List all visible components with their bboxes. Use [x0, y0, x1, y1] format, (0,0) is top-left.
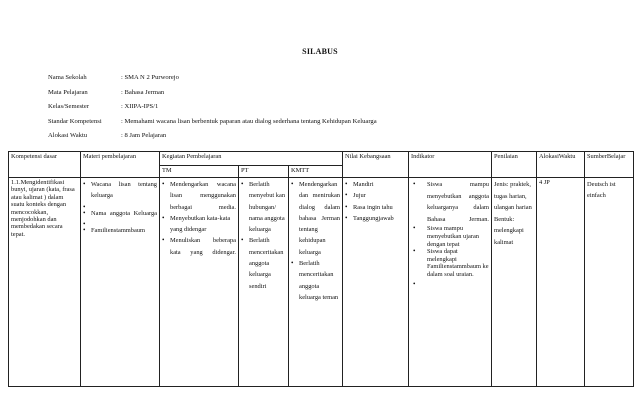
table-row	[9, 178, 634, 387]
cell-kmtt	[289, 178, 343, 387]
meta-value: : Bahasa Jerman	[121, 88, 165, 96]
penilaian-type: Jenis: praktek, tugas harian, ulangan harian	[494, 181, 532, 211]
list-item: • Menyebutkan kata-kata yang didengar	[162, 213, 236, 236]
list-item: • Mendengarkan dan menirukan dialog dalam bahasa Jerman tentang kehidupan keluarga	[291, 179, 340, 258]
indikator-list	[411, 179, 489, 279]
cell-kompetensi: 1.1.Mengidentifikasi bunyi, ujaran (kata, frasa atau kalimat ) dalam suatu konteks dengan mencocokkan, menjodohkan dan membedakan secara tepat.	[9, 178, 81, 387]
list-item: • Familienstammbaum	[83, 225, 157, 236]
list-item: • Siswa dapat melengkapi Familienstammbaum ke dalam soal uraian.	[413, 248, 489, 278]
meta-value: : SMA N 2 Purworejo	[121, 74, 179, 81]
meta-label: Kelas/Semester	[48, 103, 90, 110]
tm-list	[162, 179, 236, 258]
header-penilaian: Penilaian	[492, 152, 537, 178]
cell-tm	[160, 178, 239, 387]
header-tm: TM	[160, 166, 239, 178]
meta-value: : XIIPA-IPS/1	[121, 103, 159, 110]
list-item: • Berlatih menceritakan anggota keluarga sendiri	[241, 235, 286, 291]
meta-label: Mata Pelajaran	[48, 88, 88, 96]
syllabus-metadata	[48, 74, 377, 147]
cell-penilaian	[492, 178, 537, 387]
table-header-row	[9, 152, 634, 166]
meta-row-school	[48, 74, 377, 89]
meta-row-competency-standard	[48, 118, 377, 133]
meta-label: Standar Kompetensi	[48, 117, 102, 125]
cell-materi	[81, 178, 160, 387]
list-item: • Mandiri	[345, 179, 406, 190]
cell-sumber: Deutsch ist einfach	[585, 178, 634, 387]
list-item: • Mendengarkan wacana lisan menggunakan berbagai media.	[162, 179, 236, 213]
header-nilai: Nilai Kebangsaan	[343, 152, 409, 178]
pt-list	[241, 179, 286, 292]
list-item: • Siswa mampu menyebutkan anggota keluarganya dalam Bahasa Jerman.	[413, 179, 489, 225]
penilaian-form: Bentuk: melengkapi kalimat	[494, 215, 524, 246]
document-title: SILABUS	[302, 47, 338, 56]
cell-nilai	[343, 178, 409, 387]
list-item: • Wacana lisan tentang keluarga	[83, 179, 157, 202]
header-pt: PT	[239, 166, 289, 178]
list-item: • Menuliskan beberapa kata yang didengar.	[162, 235, 236, 258]
materi-list	[83, 179, 157, 236]
cell-alokasi: 4 JP	[537, 178, 585, 387]
meta-label: Alokasi Waktu	[48, 132, 88, 139]
nilai-list	[345, 179, 406, 224]
header-kegiatan: Kegiatan Pembelajaran	[160, 152, 343, 166]
header-indikator: Indikator	[409, 152, 492, 178]
header-kompetensi: Kompetensi dasar	[9, 152, 81, 178]
meta-label: Nama Sekolah	[48, 74, 87, 81]
header-kmtt: KMTT	[289, 166, 343, 178]
list-item: • Rasa ingin tahu	[345, 202, 406, 213]
header-sumber: SumberBelajar	[585, 152, 634, 178]
list-item: • Jujur	[345, 190, 406, 201]
header-materi: Materi pembelajaran	[81, 152, 160, 178]
list-item: • Berlatih menceritakan anggota keluarga teman	[291, 258, 340, 303]
list-item: • Tanggungjawab	[345, 213, 406, 224]
list-item: • Berlatih menyebut kan hubungan/ nama anggota keluarga	[241, 179, 286, 235]
meta-value: : Memahami wacana lisan berbentuk paparan atau dialog sederhana tentang Kehidupan Keluarga	[121, 117, 377, 125]
cell-pt	[239, 178, 289, 387]
meta-row-time-allocation	[48, 132, 377, 147]
meta-row-class	[48, 103, 377, 118]
kmtt-list	[291, 179, 340, 303]
list-item: • Siswa mampu menyebutkan ujaran dengan tepat	[413, 225, 489, 248]
syllabus-table	[8, 151, 634, 387]
header-alokasi: AlokasiWaktu	[537, 152, 585, 178]
list-item: • Nama anggota Keluarga	[83, 208, 157, 219]
meta-row-subject	[48, 89, 377, 104]
cell-indikator	[409, 178, 492, 387]
meta-value: : 8 Jam Pelajaran	[121, 132, 167, 139]
